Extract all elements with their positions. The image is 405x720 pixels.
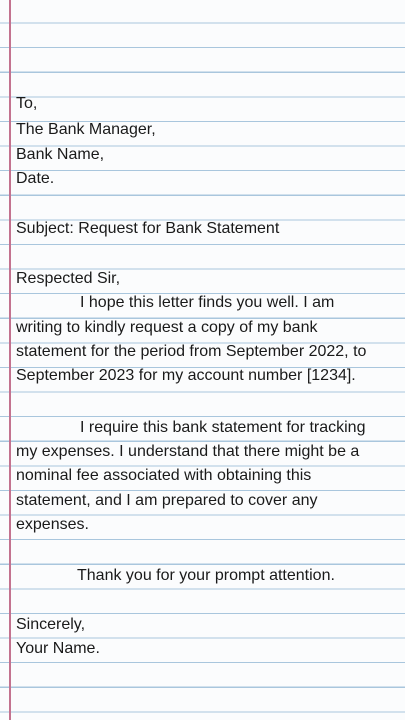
salutation: Respected Sir, [16,270,121,287]
address-line-bank-name: Bank Name, [16,146,105,163]
closing-line: Thank you for your prompt attention. [77,567,335,584]
notebook-margin-line [9,0,11,720]
paragraph1-line2: writing to kindly request a copy of my bank [16,319,318,336]
address-line-date: Date. [16,170,55,187]
paragraph2-line1: I require this bank statement for tracking [80,419,366,436]
sign-off: Sincerely, [16,616,86,633]
subject-line: Subject: Request for Bank Statement [16,220,280,237]
address-line-recipient: The Bank Manager, [16,121,156,138]
paragraph2-line5: expenses. [16,516,89,533]
paragraph2-line2: my expenses. I understand that there might be a [16,443,360,460]
signature: Your Name. [16,640,100,657]
paragraph2-line4: statement, and I am prepared to cover any [16,492,318,509]
paragraph1-line1: I hope this letter finds you well. I am [80,294,335,311]
address-line-to: To, [16,95,38,112]
paragraph2-line3: nominal fee associated with obtaining this [16,467,312,484]
paragraph1-line4: September 2023 for my account number [1234]. [16,367,356,384]
paragraph1-line3: statement for the period from September 2022, to [16,343,367,360]
